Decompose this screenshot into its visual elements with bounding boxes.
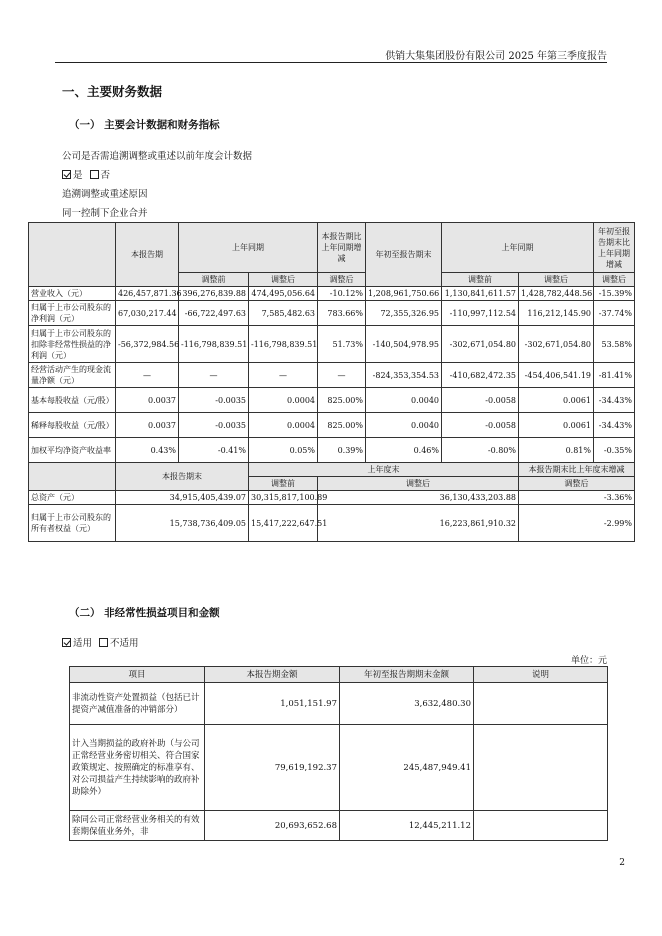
table-cell: 426,457,871.36 bbox=[116, 287, 179, 301]
row-label: 基本每股收益（元/股） bbox=[29, 388, 116, 413]
table-cell: — bbox=[318, 363, 366, 388]
table-cell: 0.0004 bbox=[249, 388, 318, 413]
header-divider bbox=[55, 62, 607, 63]
table-cell: -37.74% bbox=[594, 301, 635, 326]
checkbox-not-applicable[interactable] bbox=[99, 638, 108, 647]
table-cell: 0.0040 bbox=[366, 413, 442, 438]
table-cell: 0.0040 bbox=[366, 388, 442, 413]
table-cell: 16,223,861,910.32 bbox=[318, 505, 519, 542]
table-cell: 67,030,217.44 bbox=[116, 301, 179, 326]
nonrecurring-items-table bbox=[69, 666, 608, 841]
table-cell: 0.05% bbox=[249, 438, 318, 463]
applicability-options bbox=[62, 635, 139, 649]
table-cell: 0.0037 bbox=[116, 413, 179, 438]
table-row bbox=[29, 505, 635, 542]
subheader-after-adjust: 调整后 bbox=[249, 273, 318, 287]
table-cell: -66,722,497.63 bbox=[179, 301, 249, 326]
table-cell: 1,428,782,448.56 bbox=[519, 287, 594, 301]
restatement-options bbox=[62, 167, 110, 181]
col-header-period-end-change: 本报告期末比上年度末增减 bbox=[519, 463, 635, 477]
table-cell: -81.41% bbox=[594, 363, 635, 388]
table-row bbox=[70, 683, 608, 725]
table-cell: 51.73% bbox=[318, 326, 366, 363]
table-cell: -0.41% bbox=[179, 438, 249, 463]
table-cell: -116,798,839.51 bbox=[249, 326, 318, 363]
table-cell: -15.39% bbox=[594, 287, 635, 301]
table-cell: 15,738,736,409.05 bbox=[116, 505, 249, 542]
ytd-amount-cell: 12,445,211.12 bbox=[340, 811, 474, 841]
item-cell: 除同公司正常经营业务相关的有效套期保值业务外，非 bbox=[70, 811, 205, 841]
row-label: 加权平均净资产收益率 bbox=[29, 438, 116, 463]
subheader-after-adjust: 调整后 bbox=[318, 477, 519, 491]
ytd-amount-cell: 3,632,480.30 bbox=[340, 683, 474, 725]
table-cell: -0.0058 bbox=[442, 388, 519, 413]
table-cell: 0.39% bbox=[318, 438, 366, 463]
table-cell: 30,315,817,100.89 bbox=[249, 491, 318, 505]
subheader-before-adjust: 调整前 bbox=[179, 273, 249, 287]
table-cell: 7,585,482.63 bbox=[249, 301, 318, 326]
table-row bbox=[70, 811, 608, 841]
option-yes-label: 是 bbox=[73, 170, 83, 181]
subsection-title-accounting-data: （一） 主要会计数据和财务指标 bbox=[69, 119, 220, 131]
col-header-note: 说明 bbox=[474, 667, 608, 683]
table-cell: -0.0035 bbox=[179, 388, 249, 413]
restatement-question: 公司是否需追溯调整或重述以前年度会计数据 bbox=[62, 151, 253, 162]
table-cell: -0.80% bbox=[442, 438, 519, 463]
note-cell bbox=[474, 811, 608, 841]
table-row bbox=[29, 491, 635, 505]
col-header-current-amount: 本报告期金额 bbox=[205, 667, 340, 683]
row-label: 营业收入（元） bbox=[29, 287, 116, 301]
table-cell: -34.43% bbox=[594, 413, 635, 438]
table-cell: -302,671,054.80 bbox=[442, 326, 519, 363]
table-cell: -3.36% bbox=[519, 491, 635, 505]
report-header-title: 供销大集集团股份有限公司 2025 年第三季度报告 bbox=[385, 51, 607, 62]
page-number: 2 bbox=[619, 858, 625, 868]
item-cell: 非流动性资产处置损益（包括已计提资产减值准备的冲销部分） bbox=[70, 683, 205, 725]
col-header-prior-ytd: 上年同期 bbox=[442, 223, 594, 273]
table-cell: 116,212,145.90 bbox=[519, 301, 594, 326]
header-blank-cell bbox=[29, 223, 116, 287]
table-cell: — bbox=[179, 363, 249, 388]
current-amount-cell: 79,619,192.37 bbox=[205, 725, 340, 811]
checkbox-applicable-checked[interactable] bbox=[62, 638, 71, 647]
table-row bbox=[29, 413, 635, 438]
subheader-before-adjust: 调整前 bbox=[442, 273, 519, 287]
table-cell: -454,406,541.19 bbox=[519, 363, 594, 388]
table-row bbox=[29, 287, 635, 301]
header-blank-cell bbox=[29, 463, 116, 491]
subheader-after-adjust: 调整后 bbox=[519, 273, 594, 287]
table-cell: -302,671,054.80 bbox=[519, 326, 594, 363]
table-row bbox=[29, 363, 635, 388]
current-amount-cell: 1,051,151.97 bbox=[205, 683, 340, 725]
table-row bbox=[29, 326, 635, 363]
restatement-reason-value: 同一控制下企业合并 bbox=[62, 208, 148, 219]
subheader-after-adjust: 调整后 bbox=[519, 477, 635, 491]
unit-label: 单位：元 bbox=[570, 656, 607, 666]
table-cell: -0.35% bbox=[594, 438, 635, 463]
table-cell: 34,915,405,439.07 bbox=[116, 491, 249, 505]
table-row bbox=[29, 301, 635, 326]
table-cell: -2.99% bbox=[519, 505, 635, 542]
col-header-item: 项目 bbox=[70, 667, 205, 683]
col-header-prior-period: 上年同期 bbox=[179, 223, 318, 273]
subheader-after-adjust: 调整后 bbox=[318, 273, 366, 287]
table-cell: -824,353,354.53 bbox=[366, 363, 442, 388]
table-cell: -110,997,112.54 bbox=[442, 301, 519, 326]
current-amount-cell: 20,693,652.68 bbox=[205, 811, 340, 841]
table-cell: 36,130,433,203.88 bbox=[318, 491, 519, 505]
table-cell: 53.58% bbox=[594, 326, 635, 363]
table-cell: 0.0037 bbox=[116, 388, 179, 413]
table-cell: 825.00% bbox=[318, 388, 366, 413]
table-cell: -56,372,984.56 bbox=[116, 326, 179, 363]
table-row bbox=[29, 438, 635, 463]
table-cell: -10.12% bbox=[318, 287, 366, 301]
col-header-prior-year-end: 上年度末 bbox=[249, 463, 519, 477]
table-cell: 15,417,222,647.51 bbox=[249, 505, 318, 542]
table-cell: 72,355,326.95 bbox=[366, 301, 442, 326]
option-not-applicable-label: 不适用 bbox=[110, 638, 139, 649]
option-applicable-label: 适用 bbox=[73, 638, 93, 649]
row-label: 归属于上市公司股东的净利润（元） bbox=[29, 301, 116, 326]
table-row bbox=[29, 388, 635, 413]
table-cell: -34.43% bbox=[594, 388, 635, 413]
table-cell: — bbox=[249, 363, 318, 388]
table-cell: 1,130,841,611.57 bbox=[442, 287, 519, 301]
table-cell: 0.46% bbox=[366, 438, 442, 463]
table-cell: 474,495,056.64 bbox=[249, 287, 318, 301]
table-cell: 0.0061 bbox=[519, 413, 594, 438]
subsection-title-nonrecurring: （二） 非经常性损益项目和金额 bbox=[69, 607, 220, 619]
table-cell: 0.81% bbox=[519, 438, 594, 463]
checkbox-no[interactable] bbox=[90, 170, 99, 179]
table-cell: 396,276,839.88 bbox=[179, 287, 249, 301]
ytd-amount-cell: 245,487,949.41 bbox=[340, 725, 474, 811]
col-header-current-period: 本报告期 bbox=[116, 223, 179, 287]
col-header-ytd-change: 年初至报告期末比上年同期增减 bbox=[594, 223, 635, 273]
col-header-ytd: 年初至报告期末 bbox=[366, 223, 442, 287]
option-no-label: 否 bbox=[100, 170, 111, 181]
table-cell: 0.0004 bbox=[249, 413, 318, 438]
col-header-change: 本报告期比上年同期增减 bbox=[318, 223, 366, 273]
col-header-ytd-amount: 年初至报告期期末金额 bbox=[340, 667, 474, 683]
table-cell: 783.66% bbox=[318, 301, 366, 326]
note-cell bbox=[474, 683, 608, 725]
table-cell: 0.0061 bbox=[519, 388, 594, 413]
row-label: 稀释每股收益（元/股） bbox=[29, 413, 116, 438]
row-label: 总资产（元） bbox=[29, 491, 116, 505]
row-label: 归属于上市公司股东的所有者权益（元） bbox=[29, 505, 116, 542]
table-cell: 0.43% bbox=[116, 438, 179, 463]
table-cell: -116,798,839.51 bbox=[179, 326, 249, 363]
table-cell: -0.0058 bbox=[442, 413, 519, 438]
section-title-financial-data: 一、主要财务数据 bbox=[62, 84, 163, 99]
table-cell: 825.00% bbox=[318, 413, 366, 438]
table-cell: -140,504,978.95 bbox=[366, 326, 442, 363]
table-cell: -410,682,472.35 bbox=[442, 363, 519, 388]
col-header-period-end: 本报告期末 bbox=[116, 463, 249, 491]
note-cell bbox=[474, 725, 608, 811]
table-row bbox=[70, 725, 608, 811]
checkbox-yes-checked[interactable] bbox=[62, 170, 71, 179]
table-cell: 1,208,961,750.66 bbox=[366, 287, 442, 301]
key-financial-data-table bbox=[28, 222, 635, 542]
subheader-before-adjust: 调整前 bbox=[249, 477, 318, 491]
subheader-after-adjust: 调整后 bbox=[594, 273, 635, 287]
row-label: 经营活动产生的现金流量净额（元） bbox=[29, 363, 116, 388]
table-cell: -0.0035 bbox=[179, 413, 249, 438]
restatement-reason-label: 追溯调整或重述原因 bbox=[62, 189, 148, 200]
row-label: 归属于上市公司股东的扣除非经常性损益的净利润（元） bbox=[29, 326, 116, 363]
table-cell: — bbox=[116, 363, 179, 388]
item-cell: 计入当期损益的政府补助（与公司正常经营业务密切相关、符合国家政策规定、按照确定的标准享有、对公司损益产生持续影响的政府补助除外） bbox=[70, 725, 205, 811]
